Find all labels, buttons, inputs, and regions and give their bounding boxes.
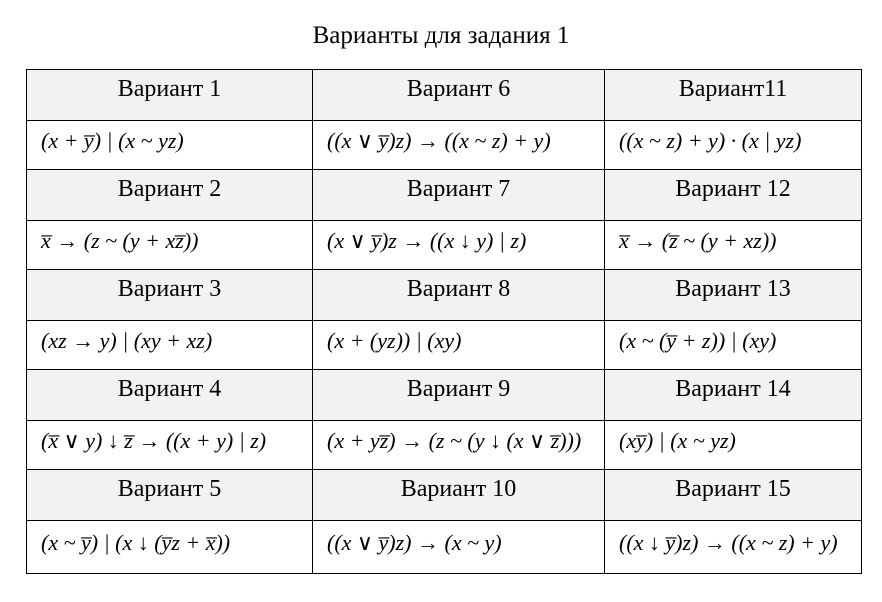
formula-text: (x + yz̅) → (z ~ (y ↓ (x ∨ z̅))): [327, 428, 582, 453]
formula-cell: [27, 521, 313, 574]
formula-text: x̅ → (z ~ (y + xz̅)): [41, 228, 199, 253]
variant-label: Вариант 2: [117, 175, 222, 202]
formula-text: ((x ~ z) + y) · (x | yz): [619, 128, 802, 153]
variants-table: [26, 69, 862, 574]
variant-header-row: [27, 370, 862, 421]
variant-label: Вариант 4: [117, 375, 222, 402]
variant-label: Вариант 13: [675, 275, 791, 302]
formula-row: [27, 521, 862, 574]
variant-header-cell: [27, 270, 313, 321]
formula-text: ((x ∨ y̅)z) → (x ~ y): [327, 530, 502, 555]
variant-header-cell: [313, 370, 605, 421]
formula-text: (x ∨ y̅)z → ((x ↓ y) | z): [327, 228, 527, 253]
variant-header-cell: [313, 470, 605, 521]
formula-row: [27, 321, 862, 370]
formula-cell: [27, 421, 313, 470]
formula-cell: [27, 321, 313, 370]
variant-header-cell: [605, 270, 862, 321]
formula-text: ((x ↓ y̅)z) → ((x ~ z) + y): [619, 530, 838, 555]
formula-row: [27, 221, 862, 270]
formula-cell: [27, 121, 313, 170]
variant-header-cell: [605, 370, 862, 421]
variant-label: Вариант 1: [117, 75, 222, 102]
variant-header-row: [27, 70, 862, 121]
formula-text: (x̅ ∨ y) ↓ z̅ → ((x + y) | z): [41, 428, 267, 453]
variant-header-cell: [27, 70, 313, 121]
variant-label: Вариант 3: [117, 275, 222, 302]
variant-header-cell: [27, 370, 313, 421]
variant-header-cell: [27, 170, 313, 221]
formula-cell: [313, 321, 605, 370]
variant-header-row: [27, 170, 862, 221]
variant-header-cell: [605, 170, 862, 221]
formula-cell: [605, 421, 862, 470]
formula-cell: [605, 521, 862, 574]
variant-label: Вариант 10: [400, 475, 517, 502]
formula-text: (x ~ (y̅ + z)) | (xy): [619, 328, 777, 353]
formula-text: ((x ∨ y̅)z) → ((x ~ z) + y): [327, 128, 551, 153]
formula-cell: [313, 221, 605, 270]
formula-cell: [27, 221, 313, 270]
formula-cell: [605, 321, 862, 370]
formula-text: (x + y̅) | (x ~ yz): [41, 128, 184, 153]
formula-cell: [313, 521, 605, 574]
variant-header-cell: [313, 70, 605, 121]
variant-label: Вариант 12: [675, 175, 791, 202]
formula-cell: [313, 121, 605, 170]
formula-row: [27, 421, 862, 470]
formula-text: (xz → y) | (xy + xz): [41, 328, 213, 353]
formula-text: (xy̅) | (x ~ yz): [619, 428, 736, 453]
formula-row: [27, 121, 862, 170]
variant-header-cell: [313, 170, 605, 221]
variant-header-cell: [313, 270, 605, 321]
formula-cell: [313, 421, 605, 470]
variant-header-row: [27, 270, 862, 321]
variant-label: Вариант 7: [406, 175, 511, 202]
variant-header-row: [27, 470, 862, 521]
variant-label: Вариант 15: [675, 475, 791, 502]
variant-label: Вариант 8: [406, 275, 511, 302]
formula-cell: [605, 121, 862, 170]
formula-text: (x ~ y̅) | (x ↓ (y̅z + x̅)): [41, 530, 231, 555]
formula-text: (x + (yz)) | (xy): [327, 328, 462, 353]
variant-label: Вариант 6: [406, 75, 511, 102]
variant-label: Вариант 14: [675, 375, 791, 402]
variant-label: Вариант 5: [117, 475, 222, 502]
variant-header-cell: [27, 470, 313, 521]
variant-label: Вариант11: [678, 75, 788, 102]
variant-label: Вариант 9: [406, 375, 511, 402]
variant-header-cell: [605, 70, 862, 121]
variant-header-cell: [605, 470, 862, 521]
formula-cell: [605, 221, 862, 270]
formula-text: x̅ → (z̅ ~ (y + xz)): [619, 228, 777, 253]
page-title: Варианты для задания 1: [312, 22, 570, 49]
